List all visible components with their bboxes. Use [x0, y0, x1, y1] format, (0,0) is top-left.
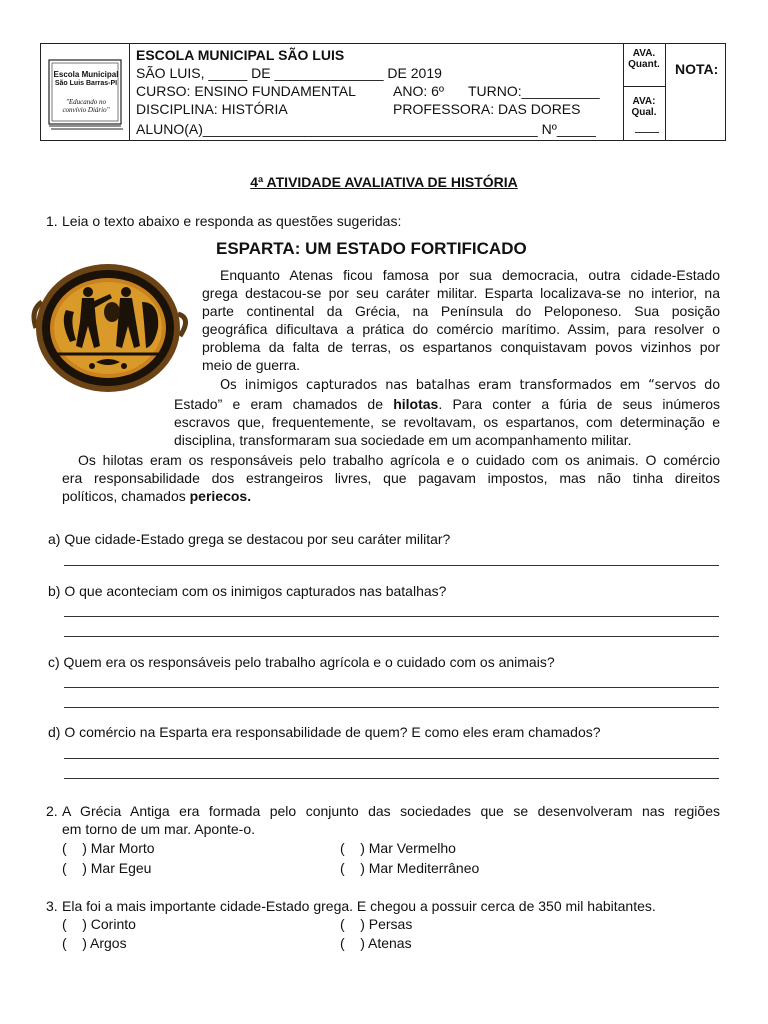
text-span: Estado” e eram chamados de — [174, 396, 394, 412]
question-text — [62, 802, 720, 838]
text-line: meio de guerra. — [202, 357, 301, 373]
answer-line[interactable] — [64, 687, 719, 688]
logo-text: São Luis Barras-PI — [54, 80, 118, 87]
answer-line[interactable] — [64, 616, 719, 617]
question-prompt: Leia o texto abaixo e responda as questões sugeridas: — [62, 213, 402, 229]
greek-vase-image — [30, 262, 190, 398]
year: ANO: 6º — [393, 83, 445, 99]
text-line: Enquanto Atenas ficou famosa por sua democracia, outra cidade-Estado — [220, 267, 720, 283]
course: CURSO: ENSINO FUNDAMENTAL — [136, 83, 356, 99]
text-span: políticos, chamados — [62, 488, 190, 504]
question-text: Ela foi a mais importante cidade-Estado grega. E chegou a possuir cerca de 350 mil habitantes. — [62, 898, 656, 914]
paragraph — [202, 266, 720, 374]
option-mar-morto[interactable]: ( ) Mar Morto — [62, 840, 155, 856]
logo-text: Escola Municipal — [53, 70, 119, 79]
question-number: 1. — [46, 213, 58, 229]
answer-line[interactable] — [64, 707, 719, 708]
text-title: ESPARTA: UM ESTADO FORTIFICADO — [216, 239, 527, 258]
shift: TURNO:__________ — [468, 83, 600, 99]
question-number: 2. — [46, 803, 58, 819]
subject: DISCIPLINA: HISTÓRIA — [136, 101, 288, 117]
blank-line — [635, 132, 659, 133]
divider — [129, 44, 130, 140]
student-field: ALUNO(A)___________________________________________ Nº_____ — [136, 121, 596, 137]
answer-line[interactable] — [64, 758, 719, 759]
option-mar-egeu[interactable]: ( ) Mar Egeu — [62, 860, 152, 876]
text-line: problema da falta de terras, os espartanos conquistavam povos vizinhos por — [202, 339, 720, 355]
option-mar-mediterraneo[interactable]: ( ) Mar Mediterrâneo — [340, 860, 480, 876]
divider — [623, 86, 665, 87]
term-periecos: periecos. — [189, 488, 252, 504]
option-corinto[interactable]: ( ) Corinto — [62, 916, 136, 932]
text-line: geográfica dificultava a prática do comércio marítimo. Assim, para resolver o — [202, 321, 720, 337]
term-hilotas: hilotas — [393, 396, 439, 412]
ava-quant-label: AVA. Quant. — [628, 48, 660, 70]
option-mar-vermelho[interactable]: ( ) Mar Vermelho — [340, 840, 456, 856]
divider — [665, 44, 666, 140]
question-d: d) O comércio na Esparta era responsabilidade de quem? E como eles eram chamados? — [48, 724, 601, 740]
answer-line[interactable] — [64, 778, 719, 779]
answer-line[interactable] — [64, 636, 719, 637]
option-persas[interactable]: ( ) Persas — [340, 916, 413, 932]
logo-motto: "Educando no convívio Diário" — [62, 98, 110, 114]
text-line: escravos que, frequentemente, se revoltavam, os espartanos, com determinação e — [174, 414, 720, 430]
text-line: era responsabilidade dos estrangeiros livres, que pagavam impostos, mas não tinha direitos — [62, 470, 720, 486]
paragraph — [174, 377, 720, 449]
paragraph — [62, 451, 720, 505]
option-argos[interactable]: ( ) Argos — [62, 935, 127, 951]
question-b: b) O que aconteciam com os inimigos capturados nas batalhas? — [48, 583, 447, 599]
text-line: A Grécia Antiga era formada pelo conjunto das sociedades que se desenvolveram nas regiões — [62, 803, 720, 819]
text-line — [174, 395, 720, 413]
text-line: Os inimigos capturados nas batalhas eram transformados em “servos do — [220, 378, 720, 393]
activity-title: 4ª ATIVIDADE AVALIATIVA DE HISTÓRIA — [250, 174, 518, 190]
teacher: PROFESSORA: DAS DORES — [393, 101, 581, 117]
text-line: parte continental da Grécia, na Península do Peloponeso. Sua posição — [202, 303, 720, 319]
school-logo — [47, 56, 125, 132]
answer-line[interactable] — [64, 565, 719, 566]
text-line: disciplina, transformaram sua sociedade em um acompanhamento militar. — [174, 432, 632, 448]
text-span: . Para conter a fúria de seus inúmeros — [438, 396, 721, 412]
text-line: em torno de um mar. Aponte-o. — [62, 821, 255, 837]
question-number: 3. — [46, 898, 58, 914]
school-name: ESCOLA MUNICIPAL SÃO LUIS — [136, 47, 345, 63]
ava-qual-label: AVA: Qual. — [631, 96, 657, 118]
header-box — [40, 43, 726, 141]
question-c: c) Quem era os responsáveis pelo trabalho agrícola e o cuidado com os animais? — [48, 654, 555, 670]
book-icon — [47, 56, 125, 132]
option-atenas[interactable]: ( ) Atenas — [340, 935, 412, 951]
nota-label: NOTA: — [675, 61, 719, 77]
divider — [623, 44, 624, 140]
text-line: Os hilotas eram os responsáveis pelo trabalho agrícola e o cuidado com os animais. O comércio — [78, 452, 720, 468]
text-line — [62, 487, 720, 505]
date-line: SÃO LUIS, _____ DE ______________ DE 2019 — [136, 65, 442, 81]
text-line: grega destacou-se por seu caráter militar. Esparta localizava-se no interior, na — [202, 285, 720, 301]
question-a: a) Que cidade-Estado grega se destacou por seu caráter militar? — [48, 531, 451, 547]
